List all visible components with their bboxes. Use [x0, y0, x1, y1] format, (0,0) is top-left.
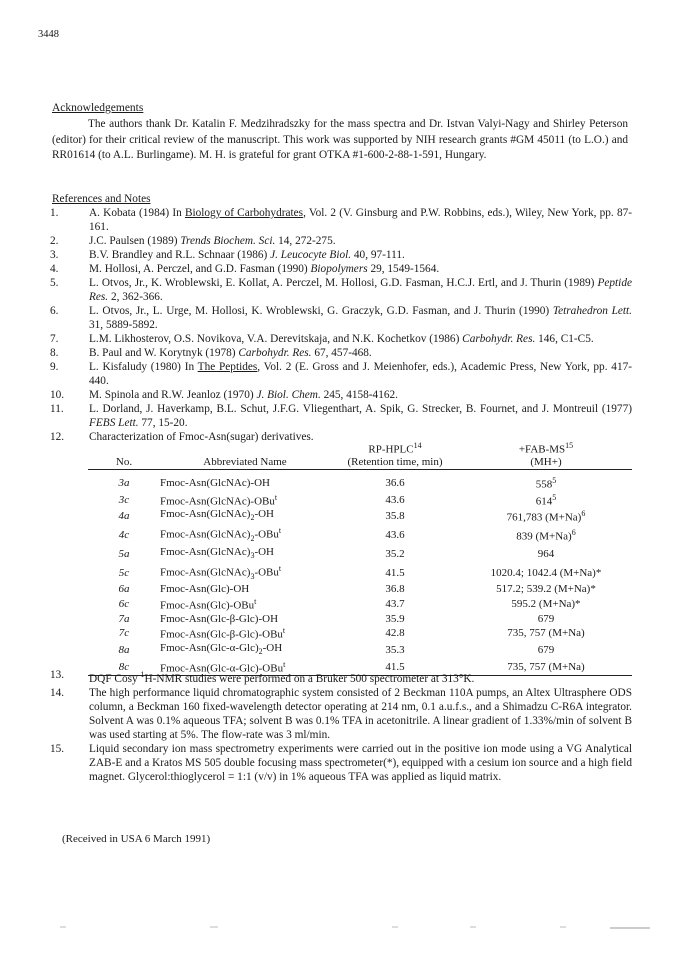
- reference-text: DQF Cosy $^1$H-NMR studies were performed on a Bruker 500 spectrometer at 313°K.: [89, 670, 475, 685]
- table-row: [88, 508, 632, 525]
- reference-item: [50, 248, 632, 262]
- reference-text: Characterization of Fmoc-Asn(sugar) derivatives.: [89, 431, 314, 443]
- cell-retention: 36.8: [385, 583, 405, 596]
- reference-number: 8.: [50, 347, 59, 359]
- cell-no: 3a: [118, 477, 130, 490]
- reference-item: [50, 742, 632, 784]
- table-row: [88, 625, 632, 641]
- reference-item: [50, 346, 632, 360]
- acknowledgements-paragraph: The authors thank Dr. Katalin F. Medzihradszky for the mass spectra and Dr. Istvan Valyi-Nagy and Shirley Peterson (editor) for their critical review of the manuscript. This work was supported by NIH research grants #GM 45011 (to L.O.) and RR01614 (to A.L. Burlingame). M. H. is grateful for grant OTKA #1-600-2-88-1-591, Hungary.: [52, 118, 628, 161]
- reference-text: B.V. Brandley and R.L. Schnaar (1986) J. Leucocyte Biol. 40, 97-111.: [89, 249, 405, 261]
- reference-text: L.M. Likhosterov, O.S. Novikova, V.A. Derevitskaja, and N.K. Kochetkov (1986) Carbohydr. Res. 146, C1-C5.: [89, 333, 594, 345]
- acknowledgements-text: [52, 117, 628, 164]
- reference-item: [50, 332, 632, 346]
- cell-retention: 35.3: [385, 644, 405, 656]
- cell-no: 6c: [118, 598, 130, 611]
- cell-no: 8a: [118, 644, 130, 656]
- cell-no: 7a: [118, 612, 130, 625]
- reference-number: 4.: [50, 263, 59, 275]
- reference-text: L. Kisfaludy (1980) In The Peptides, Vol. 2 (E. Gross and J. Meienhofer, eds.), Academic Press, New York, pp. 417-440.: [89, 361, 633, 387]
- reference-item: [50, 276, 632, 304]
- reference-text: M. Spinola and R.W. Jeanloz (1970) J. Biol. Chem. 245, 4158-4162.: [89, 389, 398, 401]
- reference-text: L. Dorland, J. Haverkamp, B.L. Schut, J.F.G. Vliegenthart, A. Spik, G. Strecker, B. Fournet, and J. Montreuil (1977) FEBS Lett. 77, 15-20.: [89, 403, 632, 429]
- table-row: [88, 596, 632, 612]
- cell-name: Fmoc-Asn(GlcNAc)-OH: [160, 477, 270, 490]
- col-header-retention: (Retention time, min): [330, 456, 460, 469]
- cell-retention: 43.6: [385, 529, 405, 542]
- cell-retention: 36.6: [385, 477, 405, 490]
- received-date: (Received in USA 6 March 1991): [62, 833, 211, 845]
- cell-name: Fmoc-Asn(Glc-β-Glc)-OH: [160, 612, 279, 625]
- acknowledgements-heading: Acknowledgements: [52, 102, 144, 114]
- cell-name: Fmoc-Asn(Glc-α-Glc)-OBu$^t$: [160, 659, 330, 676]
- cell-mh: 964: [537, 547, 555, 560]
- col-header-mh: (MH+): [460, 456, 632, 469]
- table-row: [88, 613, 632, 626]
- cell-name: Fmoc-$Asn(GlcNAc)_3-OH$: [160, 545, 274, 560]
- table-row: [88, 492, 632, 508]
- reference-number: 14.: [50, 686, 65, 699]
- reference-item: [50, 304, 632, 332]
- cell-no: 5c: [118, 566, 130, 579]
- table-header-spacer: [160, 440, 330, 456]
- reference-text: Liquid secondary ion mass spectrometry experiments were carried out in the positive ion mode using a VG Analytical ZAB-E and a Kratos MS 505 double focusing mass spectrometer(*), equipped with a cesium ion source and a high field magnet. Glycerol:thioglycerol = 1:1 (v/v) in 1% aqueous TFA was applied as liquid matrix.: [89, 742, 632, 783]
- cell-name: Fmoc-Asn(GlcNAc)-OBu$^t$: [160, 492, 278, 508]
- table-row: [88, 546, 632, 563]
- reference-number: 5.: [50, 277, 59, 289]
- col-group-fab-ms: $+FAB-MS^{15}$: [518, 441, 574, 456]
- cell-name: Fmoc-$Asn(Glc-\alpha-Glc)_2-OH$: [160, 641, 283, 657]
- cell-name: Fmoc-$Asn(GlcNAc)_2-OBu^t$: [160, 526, 282, 543]
- cell-mh: 761,783 $(M+Na)^6$: [506, 509, 586, 525]
- cell-no: 8c: [88, 659, 160, 676]
- reference-number: 2.: [50, 235, 59, 247]
- reference-item: [50, 668, 632, 686]
- cell-retention: 35.8: [385, 510, 405, 523]
- cell-mh: 735, 757 (M+Na): [507, 627, 585, 640]
- cell-retention: 42.8: [385, 627, 405, 640]
- cell-retention: 43.7: [385, 598, 405, 611]
- cell-retention: 41.5: [330, 659, 460, 676]
- reference-item: [50, 360, 632, 388]
- cell-retention: 35.2: [385, 547, 405, 560]
- reference-number: 7.: [50, 333, 59, 345]
- reference-number: 11.: [50, 403, 64, 415]
- cell-mh: $614^5$: [535, 492, 557, 508]
- table-row: [88, 642, 632, 659]
- table-row: [88, 470, 632, 492]
- cell-retention: 43.6: [385, 493, 405, 506]
- page-number: 3448: [38, 29, 59, 40]
- cell-no: 6a: [118, 583, 130, 596]
- references-heading: References and Notes: [52, 193, 151, 205]
- reference-number: 3.: [50, 249, 59, 261]
- references-list-continued: [50, 668, 632, 784]
- cell-no: 7c: [118, 627, 130, 640]
- cell-mh: 839 $(M+Na)^6$: [516, 528, 576, 543]
- cell-mh: 517.2; 539.2 (M+Na)*: [496, 583, 596, 596]
- reference-item: [50, 686, 632, 742]
- cell-no: 3c: [118, 493, 130, 506]
- reference-number: 1.: [50, 207, 59, 219]
- cell-mh: 1020.4; 1042.4 (M+Na)*: [490, 566, 602, 579]
- cell-name: Fmoc-$Asn(GlcNAc)_2-OH$: [160, 508, 274, 523]
- reference-text: The high performance liquid chromatographic system consisted of 2 Beckman 110A pumps, an Altex Ultrasphere ODS column, a Beckman 160 fixed-wavelength detector operating at 214 nm, 0.1 a.u.f.s., and a Shimadzu C-R6A integrator. Solvent A was 0.1% aqueous TFA; solvent B was 0.1% TFA in acetonitrile. A linear gradient of 1.33%/min of solvent B was used starting at 5%. The flow-rate was 3 ml/min.: [89, 686, 632, 741]
- col-group-rp-hplc: RP-HPLC$^{14}$: [368, 441, 422, 456]
- reference-number: 9.: [50, 361, 59, 373]
- cell-name: Fmoc-$Asn(GlcNAc)_3-OBu^t$: [160, 563, 282, 581]
- table-header-spacer: [88, 440, 160, 456]
- cell-mh: 735, 757 (M+Na): [460, 659, 632, 676]
- cell-mh: 595.2 (M+Na)*: [511, 598, 581, 611]
- cell-no: 5a: [118, 547, 130, 560]
- reference-number: 15.: [50, 742, 65, 755]
- reference-text: M. Hollosi, A. Perczel, and G.D. Fasman (1990) Biopolymers 29, 1549-1564.: [89, 263, 440, 275]
- cell-retention: 35.9: [385, 612, 405, 625]
- cell-name: Fmoc-Asn(Glc)-OH: [160, 583, 250, 596]
- col-header-name: Abbreviated Name: [160, 456, 330, 469]
- cell-mh: $558^5$: [535, 476, 557, 491]
- cell-retention: 41.5: [385, 566, 405, 579]
- table-row: [88, 583, 632, 596]
- cell-mh: 679: [537, 612, 555, 625]
- reference-text: B. Paul and W. Korytnyk (1978) Carbohydr. Res. 67, 457-468.: [89, 347, 372, 359]
- cell-mh: 679: [537, 644, 555, 656]
- reference-number: 6.: [50, 305, 59, 317]
- cell-name: Fmoc-Asn(Glc)-OBu$^t$: [160, 597, 257, 612]
- reference-item: [50, 262, 632, 276]
- reference-text: L. Otvos, Jr., L. Urge, M. Hollosi, K. Wroblewski, G. Graczyk, G.D. Fasman, and J. Thurin (1990) Tetrahedron Lett. 31, 5889-5892.: [89, 305, 632, 331]
- reference-item: [50, 402, 632, 430]
- scan-artifacts: [0, 924, 680, 932]
- reference-number: 10.: [50, 389, 65, 401]
- reference-text: L. Otvos, Jr., K. Wroblewski, E. Kollat, A. Perczel, M. Hollosi, G.D. Fasman, H.C.J. Ertl, and J. Thurin (1989) Peptide Res. 2, 362-366.: [89, 277, 632, 303]
- reference-item: [50, 234, 632, 248]
- cell-no: 4a: [118, 510, 130, 523]
- reference-text: J.C. Paulsen (1989) Trends Biochem. Sci. 14, 272-275.: [89, 235, 336, 247]
- reference-number: 13.: [50, 669, 65, 681]
- reference-item: [50, 206, 632, 234]
- cell-no: 4c: [118, 529, 130, 542]
- table-row: [88, 525, 632, 546]
- references-list: [50, 206, 632, 444]
- table-row: [88, 563, 632, 584]
- col-header-no: No.: [88, 456, 160, 469]
- reference-item: [50, 388, 632, 402]
- reference-number: 12.: [50, 431, 65, 443]
- cell-name: Fmoc-Asn(Glc-β-Glc)-OBu$^t$: [160, 626, 286, 642]
- fmoc-asn-table: [88, 440, 632, 676]
- reference-text: A. Kobata (1984) In Biology of Carbohydrates, Vol. 2 (V. Ginsburg and P.W. Robbins, eds.), Wiley, New York, pp. 87-161.: [89, 207, 633, 233]
